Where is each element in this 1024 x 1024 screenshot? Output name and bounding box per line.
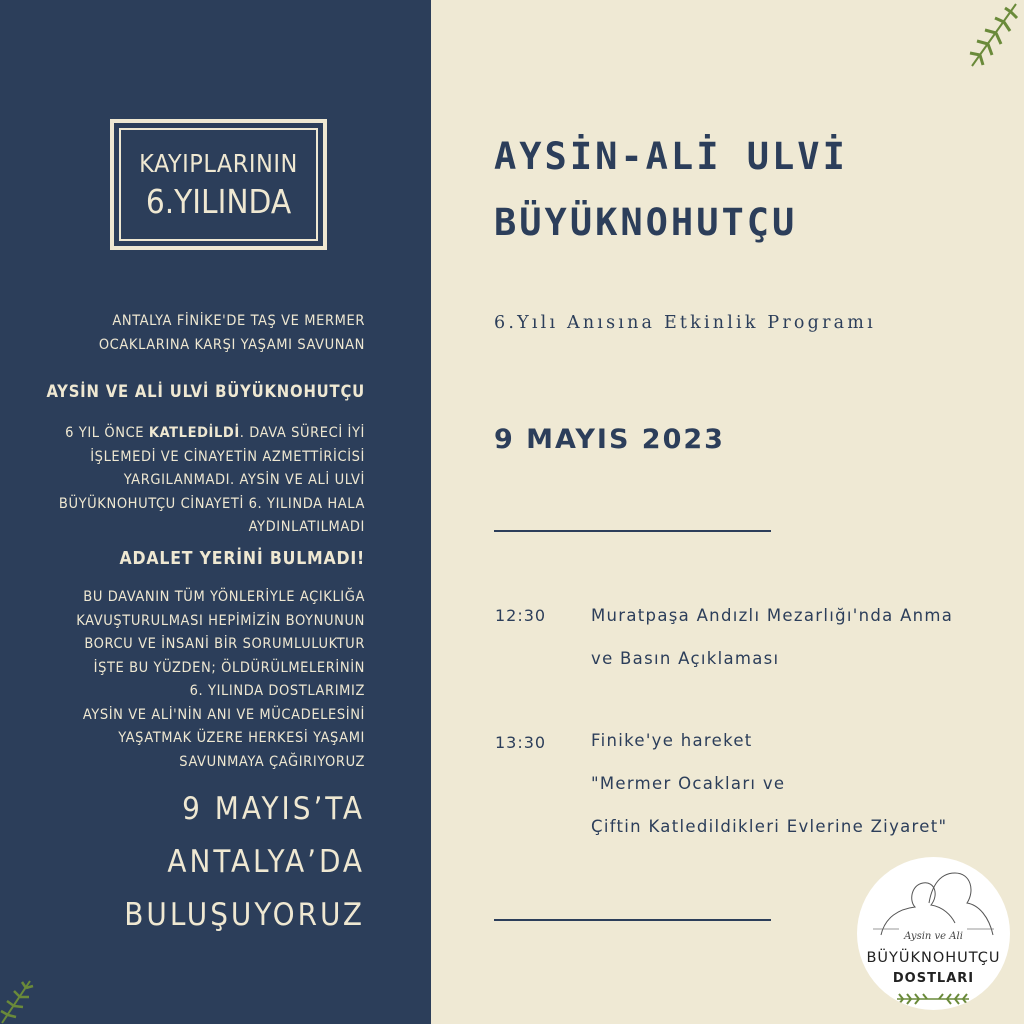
para1-rest: . DAVA SÜRECİ İYİ İŞLEMEDİ VE CİNAYETİN AZMETTİRİCİSİ YARGILANMADI. AYSİN VE ALİ ULVİ BÜYÜKNOHUTÇU CİNAYETİ 6. YILINDA HALA AYDINLATILMADI xyxy=(58,425,365,535)
program-subtitle: 6.Yılı Anısına Etkinlik Programı xyxy=(494,313,876,333)
event-date: 9 MAYIS 2023 xyxy=(494,424,725,455)
leaf-garland-icon xyxy=(893,991,973,1007)
logo-title: BÜYÜKNOHUTÇU xyxy=(866,950,1001,966)
logo-subtitle: DOSTLARI xyxy=(892,971,975,986)
fern-icon xyxy=(0,975,40,1024)
page-title: AYSİN-ALİ ULVİ BÜYÜKNOHUTÇU xyxy=(494,135,848,244)
event-line: ve Basın Açıklaması xyxy=(591,649,780,668)
badge-inner-frame xyxy=(119,128,318,241)
event-line: Muratpaşa Andızlı Mezarlığı'nda Anma xyxy=(591,606,954,625)
event-line: "Mermer Ocakları ve xyxy=(591,774,786,793)
badge-line-2: 6.YILINDA xyxy=(145,181,292,221)
divider-bottom xyxy=(494,919,771,921)
closing-statement: 9 MAYIS’TA ANTALYA’DA BULUŞUYORUZ xyxy=(124,791,365,933)
para1-start: 6 YIL ÖNCE xyxy=(65,425,149,441)
event-time: 12:30 xyxy=(495,606,547,625)
event-line: Finike'ye hareket xyxy=(591,731,753,750)
logo-signature: Aysin ve Ali xyxy=(904,931,963,942)
left-panel xyxy=(0,0,431,1024)
anniversary-badge xyxy=(110,119,327,250)
event-description xyxy=(591,719,947,848)
event-time: 13:30 xyxy=(495,733,547,752)
fern-icon xyxy=(966,0,1024,70)
couple-silhouette-icon xyxy=(871,865,996,937)
murder-paragraph xyxy=(59,422,365,540)
intro-text: ANTALYA FİNİKE'DE TAŞ VE MERMER OCAKLARINA KARŞI YAŞAMI SAVUNAN xyxy=(98,313,365,353)
divider-top xyxy=(494,530,771,532)
para1-bold: KATLEDİLDİ xyxy=(148,425,240,441)
event-description xyxy=(591,594,953,680)
friends-logo xyxy=(857,857,1010,1010)
right-panel xyxy=(431,0,1024,1024)
justice-heading: ADALET YERİNİ BULMADI! xyxy=(119,549,365,569)
event-line: Çiftin Katledildikleri Evlerine Ziyaret" xyxy=(591,817,948,836)
victims-names: AYSİN VE ALİ ULVİ BÜYÜKNOHUTÇU xyxy=(46,382,365,401)
call-paragraph: BU DAVANIN TÜM YÖNLERİYLE AÇIKLIĞA KAVUŞTURULMASI HEPİMİZİN BOYNUNUN BORCU VE İNSANİ BİR SORUMLULUKTUR İŞTE BU YÜZDEN; ÖLDÜRÜLMELERİNİN 6. YILINDA DOSTLARIMIZ AYSİN VE ALİ'NİN ANI VE MÜCADELESİNİ YAŞATMAK ÜZERE HERKESİ YAŞAMI SAVUNMAYA ÇAĞIRIYORUZ xyxy=(76,589,365,770)
badge-line-1: KAYIPLARININ xyxy=(139,148,298,178)
